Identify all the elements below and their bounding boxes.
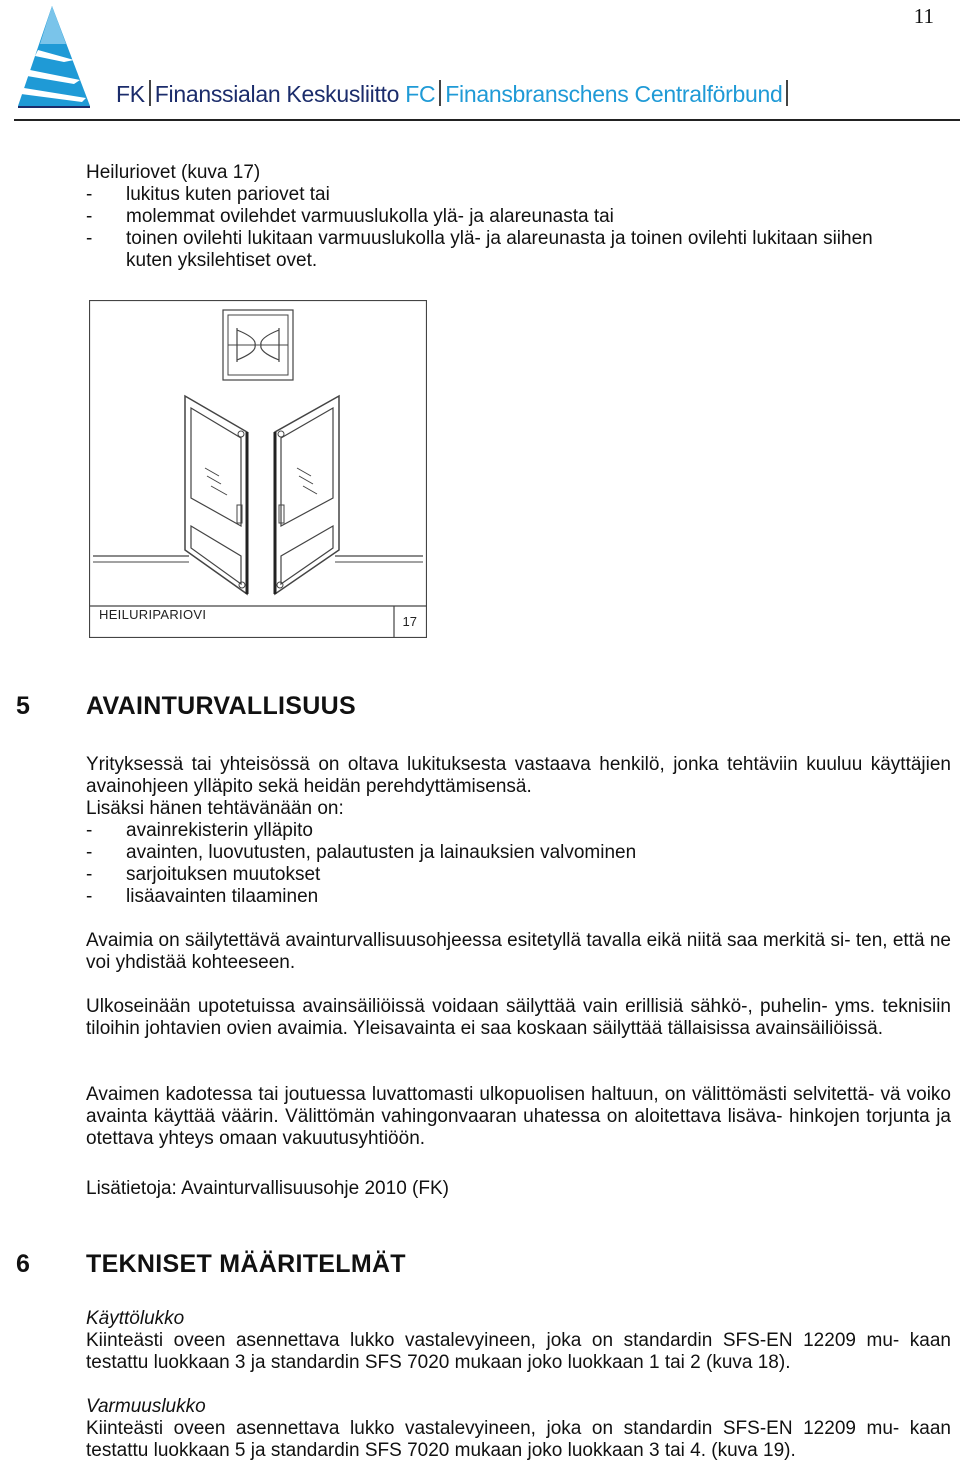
header-separator <box>149 80 151 106</box>
section-title: TEKNISET MÄÄRITELMÄT <box>86 1250 406 1278</box>
section-number: 5 <box>16 692 30 720</box>
paragraph: Avaimia on säilytettävä avainturvallisuusohjeessa esitetyllä tavalla eikä niitä saa merkitä si- ten, että ne voi yhdistää kohteeseen. <box>86 930 951 973</box>
paragraph: Kiinteästi oveen asennettava lukko vastalevyineen, joka on standardin SFS-EN 12209 mu- kaan testattu luokkaan 3 ja standardin SFS 7020 mukaan joko luokkaan 1 tai 2 (kuva 18). <box>86 1330 951 1373</box>
subsection-title: Varmuuslukko <box>86 1396 206 1417</box>
swing-door-drawing <box>89 300 427 638</box>
paragraph: Avaimen kadotessa tai joutuessa luvattomasti ulkopuolisen haltuun, on välittömästi selvitettä- vä voiko avainta käyttää väärin. Välittömän vahingonvaaran uhatessa on aloitettava lisäva- hinkojen torjunta ja otettava yhteys omaan vakuutusyhtiöön. <box>86 1084 951 1149</box>
figure-number: 17 <box>402 614 417 629</box>
page-number: 11 <box>913 4 934 28</box>
paragraph: Ulkoseinään upotetuissa avainsäiliöissä voidaan säilyttää vain erillisiä sähkö-, puhelin- yms. teknisiin tiloihin johtavien ovien avaimia. Yleisavainta ei saa koskaan säilyttää tällaisissa avainsäiliöissä. <box>86 996 951 1039</box>
subsection-title: Käyttölukko <box>86 1308 185 1329</box>
fc-abbreviation: FC <box>405 81 436 107</box>
fk-logo-icon <box>16 4 94 108</box>
page-header <box>0 0 960 122</box>
section-number: 6 <box>16 1250 30 1278</box>
swing-doors-title: Heiluriovet (kuva 17) <box>86 162 261 183</box>
fk-name: Finanssialan Keskusliitto <box>154 81 400 107</box>
figure-swing-double-door <box>89 300 427 638</box>
header-rule <box>14 119 960 121</box>
organization-name <box>116 80 792 108</box>
section-title: AVAINTURVALLISUUS <box>86 692 356 720</box>
fk-abbreviation: FK <box>116 81 145 107</box>
header-separator <box>439 80 441 106</box>
paragraph: Kiinteästi oveen asennettava lukko vastalevyineen, joka on standardin SFS-EN 12209 mu- kaan testattu luokkaan 5 ja standardin SFS 7020 mukaan joko luokkaan 3 tai 4. (kuva 19). <box>86 1418 951 1461</box>
figure-label: HEILURIPARIOVI <box>99 607 207 622</box>
paragraph: Yrityksessä tai yhteisössä on oltava lukituksesta vastaava henkilö, jonka tehtäviin kuuluu käyttäjien avainohjeen ylläpito sekä heidän perehdyttämisensä. <box>86 754 951 797</box>
paragraph: Lisätietoja: Avainturvallisuusohje 2010 (FK) <box>86 1178 449 1199</box>
header-separator <box>786 80 788 106</box>
paragraph: Lisäksi hänen tehtävänään on: <box>86 798 344 819</box>
fc-name: Finansbranschens Centralförbund <box>445 81 783 107</box>
